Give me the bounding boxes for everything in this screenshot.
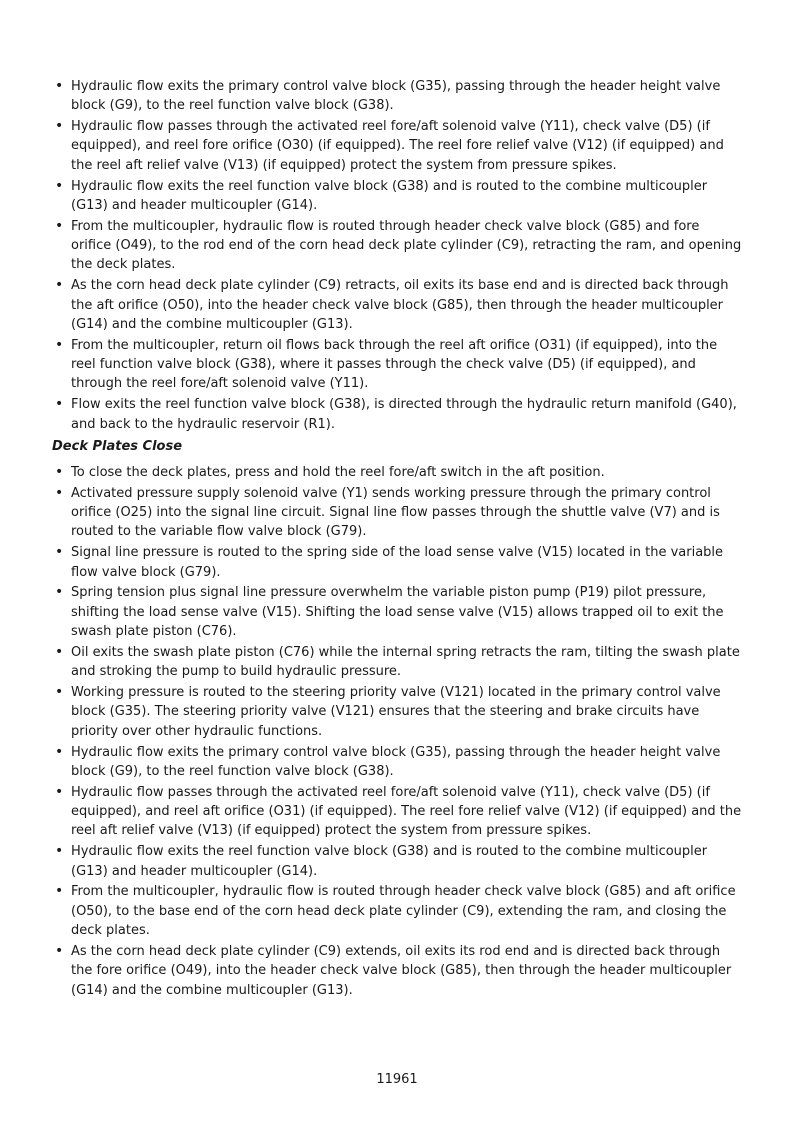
list-item: • Signal line pressure is routed to the spring side of the load sense valve (V15) located in the variable flow valve block (G79). — [52, 543, 742, 582]
list-item: • Hydraulic flow exits the primary control valve block (G35), passing through the header height valve block (G9), to the reel function valve block (G38). — [52, 77, 742, 116]
section-heading: Deck Plates Close — [52, 438, 183, 454]
deck-plates-open-list — [52, 77, 742, 434]
list-item: • Spring tension plus signal line pressure overwhelm the variable piston pump (P19) pilot pressure, shifting the load sense valve (V15). Shifting the load sense valve (V15) allows trapped oil to exit the swash plate piston (C76). — [52, 583, 742, 641]
list-item: • Oil exits the swash plate piston (C76) while the internal spring retracts the ram, tilting the swash plate and stroking the pump to build hydraulic pressure. — [52, 643, 742, 682]
deck-plates-close-list — [52, 463, 742, 1000]
list-item: • Working pressure is routed to the steering priority valve (V121) located in the primary control valve block (G35). The steering priority valve (V121) ensures that the steering and brake circuits have priority over other hydraulic functions. — [52, 683, 742, 741]
list-item: • To close the deck plates, press and hold the reel fore/aft switch in the aft position. — [52, 463, 742, 482]
list-item: • Hydraulic flow exits the primary control valve block (G35), passing through the header height valve block (G9), to the reel function valve block (G38). — [52, 743, 742, 782]
list-item: • Hydraulic flow exits the reel function valve block (G38) and is routed to the combine multicoupler (G13) and header multicoupler (G14). — [52, 177, 742, 216]
list-item: • As the corn head deck plate cylinder (C9) retracts, oil exits its base end and is directed back through the aft orifice (O50), into the header check valve block (G85), then through the header multicoupler (G14) and the combine multicoupler (G13). — [52, 276, 742, 334]
list-item: • From the multicoupler, hydraulic flow is routed through header check valve block (G85) and fore orifice (O49), to the rod end of the corn head deck plate cylinder (C9), retracting the ram, and opening the deck plates. — [52, 217, 742, 275]
list-item: • From the multicoupler, return oil flows back through the reel aft orifice (O31) (if equipped), into the reel function valve block (G38), where it passes through the check valve (D5) (if equipped), and through the reel fore/aft solenoid valve (Y11). — [52, 336, 742, 394]
list-item: • Hydraulic flow exits the reel function valve block (G38) and is routed to the combine multicoupler (G13) and header multicoupler (G14). — [52, 842, 742, 881]
list-item: • Hydraulic flow passes through the activated reel fore/aft solenoid valve (Y11), check valve (D5) (if equipped), and reel fore orifice (O30) (if equipped). The reel fore relief valve (V12) (if equipped) and the reel aft relief valve (V13) (if equipped) protect the system from pressure spikes. — [52, 117, 742, 175]
list-item: • From the multicoupler, hydraulic flow is routed through header check valve block (G85) and aft orifice (O50), to the base end of the corn head deck plate cylinder (C9), extending the ram, and closing the deck plates. — [52, 882, 742, 940]
list-item: • Hydraulic flow passes through the activated reel fore/aft solenoid valve (Y11), check valve (D5) (if equipped), and reel aft orifice (O31) (if equipped). The reel fore relief valve (V12) (if equipped) and the reel aft relief valve (V13) (if equipped) protect the system from pressure spikes. — [52, 783, 742, 841]
page-number: 11961 — [376, 1072, 418, 1087]
list-item: • As the corn head deck plate cylinder (C9) extends, oil exits its rod end and is directed back through the fore orifice (O49), into the header check valve block (G85), then through the header multicoupler (G14) and the combine multicoupler (G13). — [52, 942, 742, 1000]
list-item: • Flow exits the reel function valve block (G38), is directed through the hydraulic return manifold (G40), and back to the hydraulic reservoir (R1). — [52, 395, 742, 434]
document-body — [52, 77, 742, 1001]
list-item: • Activated pressure supply solenoid valve (Y1) sends working pressure through the primary control orifice (O25) into the signal line circuit. Signal line flow passes through the shuttle valve (V7) and is routed to the variable flow valve block (G79). — [52, 484, 742, 542]
